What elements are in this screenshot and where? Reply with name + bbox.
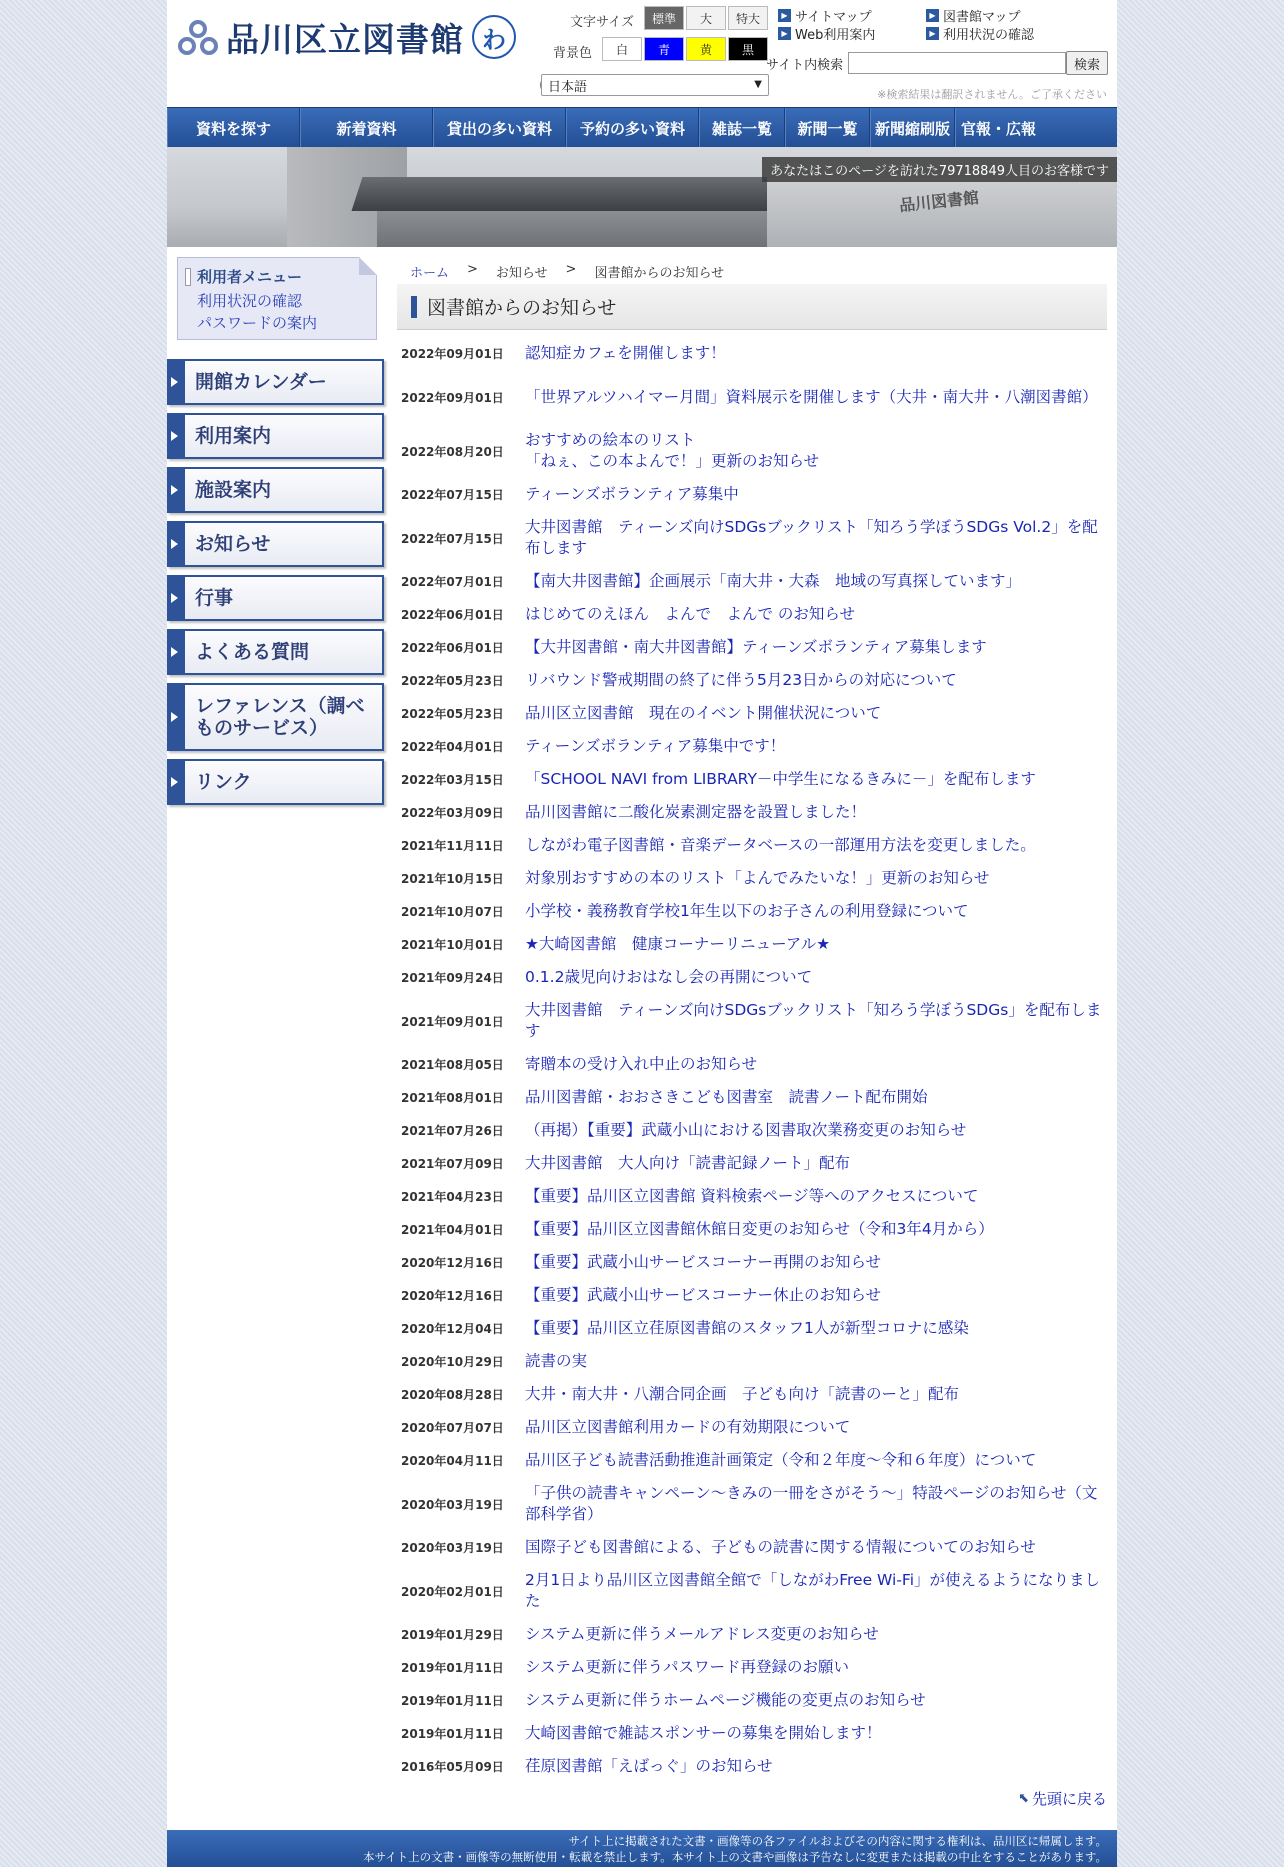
news-link[interactable]: 【重要】品川区立図書館 資料検索ページ等へのアクセスについて bbox=[525, 1187, 979, 1205]
footer bbox=[167, 1830, 1117, 1867]
news-link[interactable]: （再掲）【重要】武蔵小山における図書取次業務変更のお知らせ bbox=[525, 1121, 967, 1139]
news-link[interactable]: はじめてのえほん よんで よんで のお知らせ bbox=[525, 605, 855, 623]
news-link[interactable]: 【大井図書館・南大井図書館】ティーンズボランティア募集します bbox=[525, 638, 987, 656]
language-select[interactable]: 日本語 ▼ bbox=[541, 74, 769, 96]
arrow-up-left-icon: ⬉ bbox=[1018, 1791, 1029, 1806]
news-link[interactable]: リバウンド警戒期間の終了に伴う5月23日からの対応について bbox=[525, 671, 957, 689]
news-date: 2020年03月19日 bbox=[401, 1541, 504, 1555]
shinagawa-wa-icon: わ bbox=[472, 15, 516, 59]
sidebar-item-news[interactable]: お知らせ bbox=[167, 521, 384, 567]
news-date: 2021年07月09日 bbox=[401, 1157, 504, 1171]
site-search-label: サイト内検索 bbox=[766, 58, 844, 73]
arrow-right-icon: ▶ bbox=[778, 27, 791, 40]
sidebar-item-faq[interactable]: よくある質問 bbox=[167, 629, 384, 675]
nav-search-materials[interactable]: 資料を探す bbox=[167, 108, 300, 148]
news-item bbox=[401, 631, 1111, 664]
arrow-right-icon: ▶ bbox=[778, 9, 791, 22]
news-item bbox=[401, 928, 1111, 961]
news-link[interactable]: システム更新に伴うメールアドレス変更のお知らせ bbox=[525, 1625, 879, 1643]
news-link[interactable]: ★大崎図書館 健康コーナーリニューアル★ bbox=[525, 935, 831, 953]
news-link[interactable]: 品川区立図書館利用カードの有効期限について bbox=[525, 1418, 851, 1436]
news-item bbox=[401, 598, 1111, 631]
nav-most-reserved[interactable]: 予約の多い資料 bbox=[566, 108, 699, 148]
news-link[interactable]: 小学校・義務教育学校1年生以下のお子さんの利用登録について bbox=[525, 902, 969, 920]
news-item bbox=[401, 796, 1111, 829]
news-item bbox=[401, 895, 1111, 928]
news-item bbox=[401, 829, 1111, 862]
font-size-large-button[interactable]: 大 bbox=[686, 6, 726, 30]
news-item bbox=[401, 1531, 1111, 1564]
news-item bbox=[401, 1618, 1111, 1651]
bg-black-button[interactable]: 黒 bbox=[728, 37, 768, 61]
news-link[interactable]: 品川図書館に二酸化炭素測定器を設置しました！ bbox=[525, 803, 867, 821]
news-date: 2021年08月01日 bbox=[401, 1091, 504, 1105]
news-link[interactable]: 「SCHOOL NAVI from LIBRARY－中学生になるきみに－」を配布します bbox=[525, 770, 1036, 788]
news-item bbox=[401, 1750, 1111, 1783]
news-item bbox=[401, 424, 1111, 478]
news-date: 2021年04月23日 bbox=[401, 1190, 504, 1204]
news-link[interactable]: 大井・南大井・八潮合同企画 子ども向け「読書のーと」配布 bbox=[525, 1385, 960, 1403]
news-link[interactable]: おすすめの絵本のリスト 「ねぇ、この本よんで！」更新のお知らせ bbox=[525, 431, 820, 470]
site-search-input[interactable] bbox=[848, 52, 1066, 74]
sidebar-item-links[interactable]: リンク bbox=[167, 759, 384, 805]
news-link[interactable]: 寄贈本の受け入れ中止のお知らせ bbox=[525, 1055, 758, 1073]
news-link[interactable]: 国際子ども図書館による、子どもの読書に関する情報についてのお知らせ bbox=[525, 1538, 1036, 1556]
font-size-standard-button[interactable]: 標準 bbox=[644, 6, 684, 30]
library-map-link[interactable]: ▶ 図書館マップ bbox=[926, 6, 1020, 25]
news-date: 2022年09月01日 bbox=[401, 347, 504, 361]
news-date: 2022年05月23日 bbox=[401, 707, 504, 721]
news-link[interactable]: 荏原図書館「えばっぐ」のお知らせ bbox=[525, 1757, 773, 1775]
news-date: 2022年06月01日 bbox=[401, 608, 504, 622]
news-item bbox=[401, 664, 1111, 697]
site-logo[interactable] bbox=[176, 12, 531, 62]
arrow-right-icon: ▶ bbox=[926, 27, 939, 40]
news-date: 2020年04月11日 bbox=[401, 1454, 504, 1468]
news-date: 2022年07月15日 bbox=[401, 488, 504, 502]
nav-newspaper-reduced[interactable]: 新聞縮刷版 bbox=[870, 108, 955, 148]
news-date: 2020年02月01日 bbox=[401, 1584, 504, 1599]
news-date: 2020年12月16日 bbox=[401, 1289, 504, 1303]
news-date: 2022年03月09日 bbox=[401, 806, 504, 820]
header bbox=[167, 0, 1117, 107]
news-link[interactable]: 大井図書館 ティーンズ向けSDGsブックリスト「知ろう学ぼうSDGs Vol.2」を配布します bbox=[525, 518, 1098, 557]
footer-copyright: サイト上に掲載された文書・画像等の各ファイルおよびその内容に関する権利は、品川区に帰属します。 bbox=[568, 1834, 1107, 1848]
news-item bbox=[401, 1114, 1111, 1147]
breadcrumb-current: 図書館からのお知らせ bbox=[594, 266, 725, 281]
news-item bbox=[401, 1147, 1111, 1180]
news-date: 2021年10月15日 bbox=[401, 872, 504, 886]
news-link[interactable]: 大井図書館 大人向け「読書記録ノート」配布 bbox=[525, 1154, 851, 1172]
news-link[interactable]: 品川区子ども読書活動推進計画策定（令和２年度～令和６年度）について bbox=[525, 1451, 1037, 1469]
building-sign: 品川図書館 bbox=[898, 187, 980, 216]
news-link[interactable]: 【重要】品川区立図書館休館日変更のお知らせ（令和3年4月から） bbox=[525, 1220, 994, 1238]
breadcrumb-home[interactable]: ホーム bbox=[410, 266, 450, 281]
ward-emblem-icon bbox=[176, 17, 220, 57]
nav-newspapers[interactable]: 新聞一覧 bbox=[785, 108, 870, 148]
chevron-down-icon: ▼ bbox=[754, 79, 762, 90]
news-link[interactable]: 大崎図書館で雑誌スポンサーの募集を開始します！ bbox=[525, 1724, 882, 1742]
banner-image bbox=[167, 147, 1117, 247]
news-item bbox=[401, 1717, 1111, 1750]
news-item bbox=[401, 1081, 1111, 1114]
news-date: 2022年06月01日 bbox=[401, 641, 504, 655]
breadcrumb-news[interactable]: お知らせ bbox=[495, 266, 548, 281]
news-link[interactable]: ティーンズボランティア募集中 bbox=[525, 485, 739, 503]
breadcrumb: ホーム > お知らせ > 図書館からのお知らせ bbox=[410, 262, 725, 281]
news-date: 2016年05月09日 bbox=[401, 1760, 504, 1774]
news-item bbox=[401, 1564, 1111, 1618]
news-item bbox=[401, 1180, 1111, 1213]
news-date: 2021年09月24日 bbox=[401, 971, 504, 985]
news-date: 2021年04月01日 bbox=[401, 1223, 504, 1237]
sidebar-item-facilities[interactable]: 施設案内 bbox=[167, 467, 384, 513]
news-link[interactable]: 認知症カフェを開催します！ bbox=[525, 344, 726, 362]
sidebar-item-reference[interactable]: レファレンス（調べものサービス） bbox=[167, 683, 384, 751]
visitor-counter: あなたはこのページを訪れた79718849人目のお客様です bbox=[762, 157, 1117, 182]
news-date: 2021年11月11日 bbox=[401, 839, 504, 853]
news-link[interactable]: しながわ電子図書館・音楽データベースの一部運用方法を変更しました。 bbox=[525, 836, 1036, 854]
site-title: 品川区立図書館 bbox=[226, 19, 464, 59]
user-menu bbox=[177, 257, 377, 340]
news-date: 2022年05月23日 bbox=[401, 674, 504, 688]
news-item bbox=[401, 763, 1111, 796]
news-link[interactable]: 「子供の読書キャンペーン～きみの一冊をさがそう～」特設ページのお知らせ（文部科学省） bbox=[525, 1484, 1098, 1523]
news-item bbox=[401, 1279, 1111, 1312]
news-date: 2019年01月11日 bbox=[401, 1661, 504, 1675]
sidebar-item-events[interactable]: 行事 bbox=[167, 575, 384, 621]
page bbox=[167, 0, 1117, 1867]
news-item bbox=[401, 370, 1111, 424]
news-item bbox=[401, 1651, 1111, 1684]
news-item bbox=[401, 1312, 1111, 1345]
news-item bbox=[401, 1477, 1111, 1531]
nav-gazette[interactable]: 官報・広報 bbox=[955, 108, 1041, 148]
news-date: 2022年07月15日 bbox=[401, 531, 504, 546]
news-date: 2021年10月01日 bbox=[401, 938, 504, 952]
news-date: 2022年09月01日 bbox=[401, 390, 504, 405]
news-item bbox=[401, 1213, 1111, 1246]
font-size-xlarge-button[interactable]: 特大 bbox=[728, 6, 768, 30]
news-link[interactable]: 2月1日より品川区立図書館全館で「しながわFree Wi-Fi」が使えるようになりました bbox=[525, 1571, 1101, 1610]
usage-status-link[interactable]: ▶ 利用状況の確認 bbox=[926, 24, 1034, 43]
news-link[interactable]: 品川区立図書館 現在のイベント開催状況について bbox=[525, 704, 882, 722]
news-item bbox=[401, 511, 1111, 565]
news-item bbox=[401, 1684, 1111, 1717]
news-date: 2020年12月04日 bbox=[401, 1322, 504, 1336]
news-date: 2019年01月29日 bbox=[401, 1628, 504, 1642]
news-date: 2021年10月07日 bbox=[401, 905, 504, 919]
news-item bbox=[401, 565, 1111, 598]
news-list bbox=[401, 337, 1111, 1783]
news-link[interactable]: システム更新に伴うパスワード再登録のお願い bbox=[525, 1658, 849, 1676]
user-menu-title: 利用者メニュー bbox=[185, 266, 302, 287]
back-to-top-link[interactable]: ⬉ 先頭に戻る bbox=[1018, 1790, 1107, 1808]
news-date: 2019年01月11日 bbox=[401, 1694, 504, 1708]
news-item bbox=[401, 337, 1111, 370]
news-link[interactable]: 0.1.2歳児向けおはなし会の再開について bbox=[525, 968, 813, 986]
news-link[interactable]: 品川図書館・おおさきこども図書室 読書ノート配布開始 bbox=[525, 1088, 928, 1106]
news-item bbox=[401, 478, 1111, 511]
news-item bbox=[401, 1411, 1111, 1444]
sitemap-link[interactable]: ▶ サイトマップ bbox=[778, 6, 872, 25]
web-guide-link[interactable]: ▶ Web利用案内 bbox=[778, 24, 875, 43]
news-item bbox=[401, 1246, 1111, 1279]
news-link[interactable]: 【南大井図書館】企画展示「南大井・大森 地域の写真探しています」 bbox=[525, 572, 1022, 590]
bg-blue-button[interactable]: 青 bbox=[644, 37, 684, 61]
news-item bbox=[401, 697, 1111, 730]
bg-white-button[interactable]: 白 bbox=[602, 37, 642, 61]
news-link[interactable]: 大井図書館 ティーンズ向けSDGsブックリスト「知ろう学ぼうSDGs」を配布します bbox=[525, 1001, 1102, 1040]
bg-yellow-button[interactable]: 黄 bbox=[686, 37, 726, 61]
global-nav bbox=[167, 107, 1117, 147]
news-date: 2022年03月15日 bbox=[401, 773, 504, 787]
news-item bbox=[401, 1378, 1111, 1411]
news-date: 2022年07月01日 bbox=[401, 575, 504, 589]
news-link[interactable]: 読書の実 bbox=[525, 1352, 588, 1370]
news-link[interactable]: 【重要】品川区立荏原図書館のスタッフ1人が新型コロナに感染 bbox=[525, 1319, 969, 1337]
nav-magazines[interactable]: 雑誌一覧 bbox=[699, 108, 785, 148]
search-button[interactable]: 検索 bbox=[1066, 51, 1108, 75]
news-date: 2021年07月26日 bbox=[401, 1124, 504, 1138]
news-date: 2022年08月20日 bbox=[401, 444, 504, 459]
news-link[interactable]: 【重要】武蔵小山サービスコーナー休止のお知らせ bbox=[525, 1286, 882, 1304]
news-link[interactable]: 「世界アルツハイマー月間」資料展示を開催します（大井・南大井・八潮図書館） bbox=[525, 387, 1098, 406]
news-date: 2020年08月28日 bbox=[401, 1388, 504, 1402]
news-item bbox=[401, 961, 1111, 994]
page-title: 図書館からのお知らせ bbox=[397, 284, 1107, 330]
nav-new-materials[interactable]: 新着資料 bbox=[300, 108, 433, 148]
news-date: 2020年07月07日 bbox=[401, 1421, 504, 1435]
bg-color-label: 背景色 bbox=[553, 46, 593, 61]
font-size-label: 文字サイズ bbox=[570, 15, 634, 30]
news-item bbox=[401, 730, 1111, 763]
news-date: 2021年09月01日 bbox=[401, 1014, 504, 1029]
news-item bbox=[401, 1345, 1111, 1378]
news-date: 2021年08月05日 bbox=[401, 1058, 504, 1072]
footer-notice: 本サイト上の文書・画像等の無断使用・転載を禁止します。本サイト上の文書や画像は予告なしに変更または掲載の中止をすることがあります。 bbox=[362, 1850, 1107, 1864]
user-menu-usage-status[interactable]: 利用状況の確認 bbox=[197, 292, 303, 310]
user-menu-password-guide[interactable]: パスワードの案内 bbox=[197, 314, 318, 332]
news-item bbox=[401, 1444, 1111, 1477]
news-date: 2019年01月11日 bbox=[401, 1727, 504, 1741]
news-link[interactable]: システム更新に伴うホームページ機能の変更点のお知らせ bbox=[525, 1691, 926, 1709]
news-item bbox=[401, 1048, 1111, 1081]
sidebar-item-usage-guide[interactable]: 利用案内 bbox=[167, 413, 384, 459]
sidebar-item-calendar[interactable]: 開館カレンダー bbox=[167, 359, 384, 405]
news-date: 2022年04月01日 bbox=[401, 740, 504, 754]
search-note: ※検索結果は翻訳されません。ご了承ください bbox=[877, 88, 1107, 101]
news-item bbox=[401, 994, 1111, 1048]
news-link[interactable]: 【重要】武蔵小山サービスコーナー再開のお知らせ bbox=[525, 1253, 882, 1271]
news-item bbox=[401, 862, 1111, 895]
nav-most-borrowed[interactable]: 貸出の多い資料 bbox=[433, 108, 566, 148]
news-link[interactable]: 対象別おすすめの本のリスト「よんでみたいな！」更新のお知らせ bbox=[525, 869, 990, 887]
news-date: 2020年03月19日 bbox=[401, 1497, 504, 1512]
news-date: 2020年12月16日 bbox=[401, 1256, 504, 1270]
arrow-right-icon: ▶ bbox=[926, 9, 939, 22]
news-date: 2020年10月29日 bbox=[401, 1355, 504, 1369]
news-link[interactable]: ティーンズボランティア募集中です！ bbox=[525, 737, 786, 755]
